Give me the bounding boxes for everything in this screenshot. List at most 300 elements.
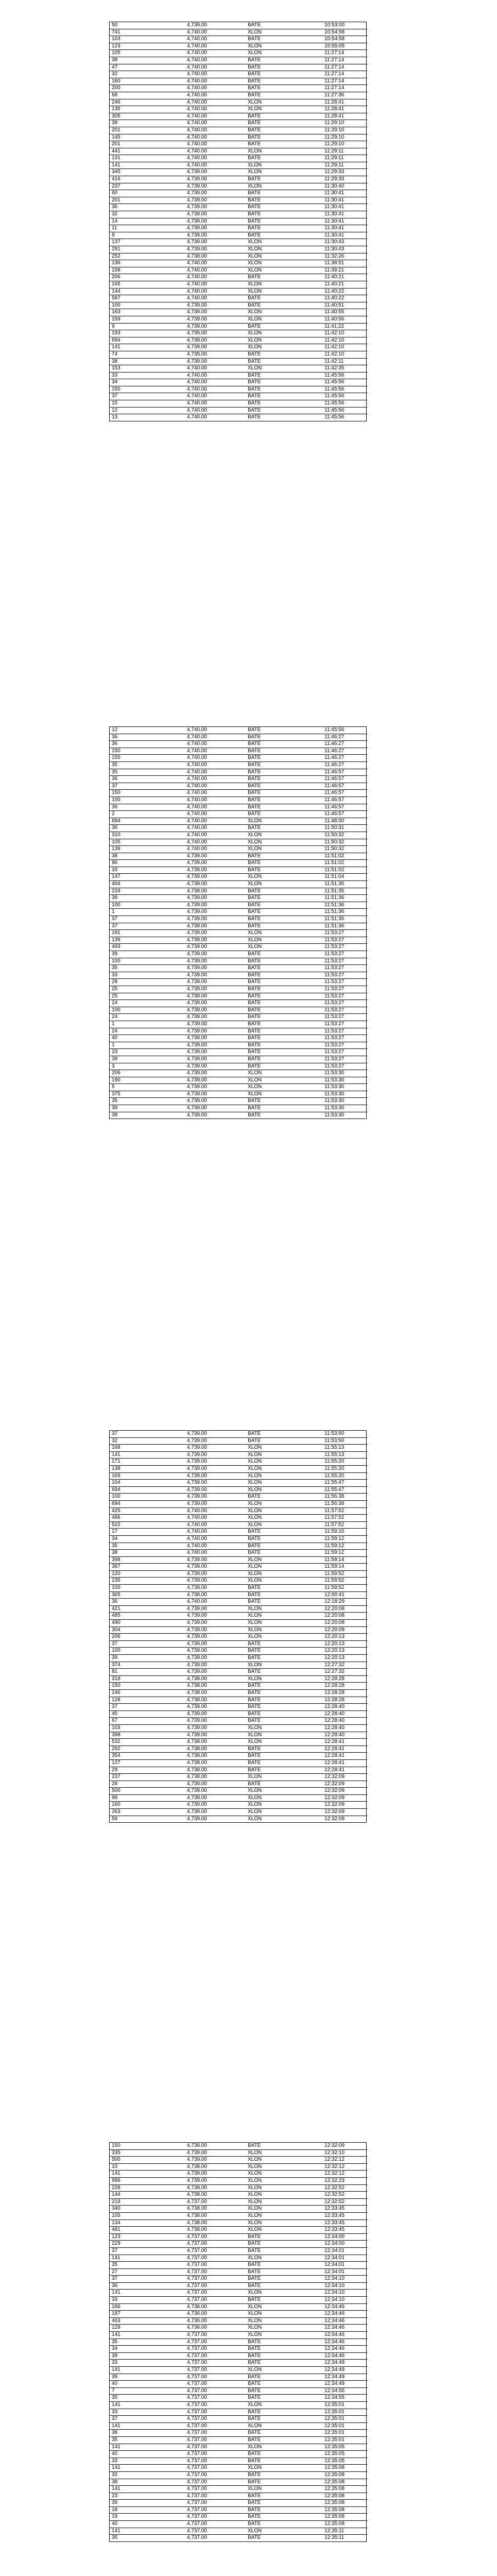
time-cell: 12:20:08 xyxy=(322,1620,367,1627)
price-cell: 4,737.00 xyxy=(185,2436,246,2444)
quantity-cell: 169 xyxy=(110,1472,185,1480)
venue-cell: BATE xyxy=(246,1599,322,1606)
venue-cell: BATE xyxy=(246,1431,322,1437)
price-cell: 4,740.00 xyxy=(185,365,246,372)
table-row xyxy=(110,106,367,113)
time-cell: 11:42:10 xyxy=(322,337,367,344)
table-row xyxy=(110,1794,367,1802)
venue-cell: BATE xyxy=(246,78,322,85)
time-cell: 11:53:27 xyxy=(322,1035,367,1042)
price-cell: 4,739.00 xyxy=(185,204,246,211)
table-row xyxy=(110,379,367,386)
quantity-cell: 1 xyxy=(110,1042,185,1049)
quantity-cell: 59 xyxy=(112,1816,118,1822)
price-cell: 4,739.00 xyxy=(185,239,246,246)
quantity-cell: 23 xyxy=(110,1049,185,1056)
time-cell: 11:29:33 xyxy=(322,169,367,176)
table-row xyxy=(110,92,367,99)
price-cell: 4,739.00 xyxy=(185,1014,246,1021)
venue-cell: XLON xyxy=(246,839,322,846)
venue-cell: BATE xyxy=(246,2436,322,2444)
price-cell: 4,736.00 xyxy=(185,2311,246,2318)
time-cell: 12:32:09 xyxy=(322,1809,367,1816)
price-cell: 4,739.00 xyxy=(185,1063,246,1070)
table-row xyxy=(110,881,367,888)
quantity-cell: 37 xyxy=(110,783,185,790)
quantity-cell: 218 xyxy=(110,2198,185,2206)
price-cell: 4,738.00 xyxy=(185,1767,246,1774)
venue-cell: BATE xyxy=(246,85,322,92)
quantity-cell: 32 xyxy=(110,1437,185,1445)
venue-cell: XLON xyxy=(246,344,322,351)
price-cell: 4,740.00 xyxy=(185,372,246,379)
table-row xyxy=(110,853,367,860)
time-cell: 12:35:08 xyxy=(322,2500,367,2507)
venue-cell: XLON xyxy=(246,1732,322,1739)
quantity-cell: 10 xyxy=(110,2163,185,2171)
venue-cell: BATE xyxy=(246,2297,322,2304)
venue-cell: XLON xyxy=(246,1564,322,1571)
venue-cell: XLON xyxy=(246,1480,322,1487)
price-cell: 4,740.00 xyxy=(185,260,246,267)
time-cell: 12:34:10 xyxy=(322,2282,367,2290)
table-row xyxy=(110,1543,367,1550)
venue-cell: XLON xyxy=(246,2367,322,2374)
table-row xyxy=(110,2206,367,2213)
price-cell: 4,737.00 xyxy=(185,2500,246,2507)
table-row xyxy=(110,225,367,232)
table-row xyxy=(110,1465,367,1472)
table-row xyxy=(110,2521,367,2528)
venue-cell: XLON xyxy=(246,99,322,106)
quantity-cell: 160 xyxy=(110,1802,185,1809)
table-row xyxy=(110,323,367,330)
quantity-cell: 37 xyxy=(110,916,185,923)
time-cell: 12:35:11 xyxy=(324,2535,345,2541)
table-row xyxy=(110,1035,367,1042)
time-cell: 12:20:09 xyxy=(322,1626,367,1634)
price-cell: 4,737.00 xyxy=(185,2521,246,2528)
table-row xyxy=(110,804,367,811)
quantity-cell: 587 xyxy=(110,295,185,302)
price-cell: 4,738.00 xyxy=(185,1753,246,1760)
price-cell: 4,740.00 xyxy=(185,832,246,839)
time-cell: 11:40:55 xyxy=(322,309,367,316)
time-cell: 11:42:10 xyxy=(322,351,367,358)
venue-cell: BATE xyxy=(246,2479,322,2486)
price-cell: 4,739.00 xyxy=(185,1472,246,1480)
table-row xyxy=(110,99,367,106)
time-cell: 11:59:10 xyxy=(322,1529,367,1536)
table-row xyxy=(110,2184,367,2192)
venue-cell: XLON xyxy=(246,1556,322,1564)
price-cell: 4,740.00 xyxy=(185,386,246,393)
table-row xyxy=(110,1431,367,1437)
quantity-cell: 9 xyxy=(110,323,185,330)
venue-cell: XLON xyxy=(246,2212,322,2219)
table-row xyxy=(110,1500,367,1507)
table-row xyxy=(110,2486,367,2493)
time-cell: 11:42:10 xyxy=(322,344,367,351)
quantity-cell: 246 xyxy=(110,1689,185,1697)
time-cell: 11:53:30 xyxy=(322,1070,367,1077)
table-row xyxy=(110,1451,367,1459)
price-cell: 4,739.00 xyxy=(185,867,246,874)
time-cell: 12:34:46 xyxy=(322,2338,367,2346)
venue-cell: BATE xyxy=(246,2451,322,2458)
table-row xyxy=(110,2514,367,2521)
price-cell: 4,736.00 xyxy=(185,2317,246,2325)
time-cell: 12:35:08 xyxy=(322,2471,367,2479)
table-row xyxy=(110,937,367,944)
time-cell: 11:55:13 xyxy=(322,1451,367,1459)
time-cell: 12:34:00 xyxy=(322,2241,367,2248)
table-row xyxy=(110,1620,367,1627)
quantity-cell: 365 xyxy=(110,1591,185,1599)
time-cell: 11:40:21 xyxy=(322,281,367,288)
venue-cell: BATE xyxy=(246,1007,322,1014)
venue-cell: XLON xyxy=(246,1724,322,1732)
venue-cell: BATE xyxy=(246,1718,322,1725)
venue-cell: XLON xyxy=(246,2528,322,2535)
quantity-cell: 100 xyxy=(110,902,185,909)
time-cell: 11:32:26 xyxy=(322,253,367,260)
quantity-cell: 141 xyxy=(110,2422,185,2430)
quantity-cell: 39 xyxy=(110,2374,185,2381)
time-cell: 12:34:10 xyxy=(322,2297,367,2304)
price-cell: 4,738.00 xyxy=(185,2184,246,2192)
price-cell: 4,739.00 xyxy=(185,1049,246,1056)
table-row xyxy=(110,2303,367,2311)
quantity-cell: 35 xyxy=(112,2535,118,2541)
price-cell: 4,739.00 xyxy=(185,986,246,993)
quantity-cell: 40 xyxy=(110,1035,185,1042)
venue-cell: BATE xyxy=(246,860,322,867)
time-cell: 11:53:27 xyxy=(322,1049,367,1056)
time-cell: 11:53:30 xyxy=(322,1098,367,1105)
venue-cell: XLON xyxy=(246,309,322,316)
time-cell: 11:29:11 xyxy=(322,162,367,169)
venue-cell: XLON xyxy=(246,1802,322,1809)
price-cell: 4,739.00 xyxy=(185,1585,246,1592)
table-row xyxy=(110,2352,367,2360)
quantity-cell: 39 xyxy=(110,1056,185,1063)
venue-cell: BATE xyxy=(246,811,322,818)
price-cell: 4,739.00 xyxy=(187,1112,207,1118)
price-cell: 4,737.00 xyxy=(185,2381,246,2388)
quantity-cell: 141 xyxy=(110,2401,185,2409)
venue-cell: XLON xyxy=(246,1465,322,1472)
venue-cell: XLON xyxy=(246,2192,322,2199)
time-cell: 11:45:56 xyxy=(322,386,367,393)
price-cell: 4,740.00 xyxy=(185,839,246,846)
venue-cell: BATE xyxy=(246,2338,322,2346)
table-row xyxy=(110,204,367,211)
quantity-cell: 34 xyxy=(110,379,185,386)
price-cell: 4,738.00 xyxy=(185,1774,246,1781)
time-cell: 11:53:27 xyxy=(322,958,367,965)
table-row xyxy=(110,2290,367,2297)
venue-cell: BATE xyxy=(246,379,322,386)
table-row xyxy=(110,1732,367,1739)
table-row xyxy=(110,22,367,29)
price-cell: 4,739.00 xyxy=(185,1781,246,1788)
venue-cell: BATE xyxy=(246,986,322,993)
price-cell: 4,739.00 xyxy=(185,1613,246,1620)
price-cell: 4,739.00 xyxy=(185,344,246,351)
price-cell: 4,737.00 xyxy=(185,2367,246,2374)
quantity-cell: 37 xyxy=(110,393,185,400)
price-cell: 4,740.00 xyxy=(185,57,246,64)
quantity-cell: 741 xyxy=(110,29,185,36)
quantity-cell: 35 xyxy=(110,2338,185,2346)
table-row xyxy=(110,386,367,393)
price-cell: 4,739.00 xyxy=(185,1105,246,1112)
venue-cell: BATE xyxy=(246,741,322,748)
venue-cell: BATE xyxy=(246,386,322,393)
price-cell: 4,739.00 xyxy=(185,923,246,930)
time-cell: 12:32:12 xyxy=(322,2163,367,2171)
price-cell: 4,739.00 xyxy=(185,1500,246,1507)
table-row xyxy=(110,755,367,762)
price-cell: 4,739.00 xyxy=(185,2157,246,2164)
table-row xyxy=(110,2143,367,2149)
time-cell: 11:40:56 xyxy=(322,316,367,323)
quantity-cell: 18 xyxy=(110,2506,185,2514)
price-cell: 4,738.00 xyxy=(185,2219,246,2227)
trade-table xyxy=(110,2143,367,2541)
quantity-cell: 24 xyxy=(110,1014,185,1021)
venue-cell: XLON xyxy=(246,281,322,288)
table-row xyxy=(110,895,367,902)
venue-cell: XLON xyxy=(246,330,322,337)
price-cell: 4,739.00 xyxy=(185,358,246,365)
price-cell: 4,740.00 xyxy=(185,85,246,92)
time-cell: 12:00:41 xyxy=(322,1591,367,1599)
quantity-cell: 367 xyxy=(110,1564,185,1571)
venue-cell: BATE xyxy=(246,225,322,232)
price-cell: 4,739.00 xyxy=(185,1788,246,1795)
table-row xyxy=(110,1070,367,1077)
price-cell: 4,739.00 xyxy=(185,309,246,316)
time-cell: 11:53:27 xyxy=(322,1063,367,1070)
venue-cell: XLON xyxy=(246,50,322,57)
table-row xyxy=(110,761,367,769)
time-cell: 11:40:21 xyxy=(322,274,367,281)
venue-cell: XLON xyxy=(248,1816,262,1822)
quantity-cell: 36 xyxy=(110,204,185,211)
time-cell: 11:39:21 xyxy=(322,267,367,274)
table-row xyxy=(110,302,367,309)
quantity-cell: 24 xyxy=(110,1000,185,1007)
time-cell: 12:35:01 xyxy=(322,2430,367,2437)
table-row xyxy=(110,2528,367,2535)
quantity-cell: 17 xyxy=(110,1529,185,1536)
quantity-cell: 398 xyxy=(110,1732,185,1739)
price-cell: 4,739.00 xyxy=(185,909,246,916)
time-cell: 11:51:36 xyxy=(322,909,367,916)
venue-cell: XLON xyxy=(246,183,322,190)
time-cell: 12:20:08 xyxy=(322,1613,367,1620)
venue-cell: XLON xyxy=(246,1794,322,1802)
time-cell: 12:34:49 xyxy=(322,2360,367,2367)
table-row xyxy=(110,2297,367,2304)
time-cell: 12:20:13 xyxy=(322,1655,367,1662)
price-cell: 4,738.00 xyxy=(185,2192,246,2199)
table-row xyxy=(110,197,367,204)
price-cell: 4,739.00 xyxy=(185,1035,246,1042)
venue-cell: BATE xyxy=(246,804,322,811)
quantity-cell: 150 xyxy=(110,790,185,797)
price-cell: 4,739.00 xyxy=(185,1494,246,1501)
table-row xyxy=(110,1535,367,1543)
quantity-cell: 237 xyxy=(110,1774,185,1781)
venue-cell: BATE xyxy=(246,197,322,204)
time-cell: 12:35:05 xyxy=(322,2451,367,2458)
price-cell: 4,739.00 xyxy=(185,1084,246,1091)
quantity-cell: 532 xyxy=(110,1739,185,1746)
price-cell: 4,739.00 xyxy=(187,1816,207,1822)
table-row xyxy=(110,2247,367,2255)
table-row xyxy=(110,1759,367,1767)
quantity-cell: 32 xyxy=(110,2471,185,2479)
venue-cell: BATE xyxy=(246,1697,322,1704)
quantity-cell: 233 xyxy=(110,888,185,895)
time-cell: 11:53:27 xyxy=(322,979,367,986)
price-cell: 4,739.00 xyxy=(185,1007,246,1014)
quantity-cell: 39 xyxy=(110,2500,185,2507)
table-row xyxy=(110,232,367,239)
time-cell: 11:27:36 xyxy=(322,92,367,99)
venue-cell: BATE xyxy=(246,2387,322,2395)
time-cell: 11:59:12 xyxy=(322,1543,367,1550)
venue-cell: BATE xyxy=(246,22,322,29)
time-cell: 11:30:40 xyxy=(322,183,367,190)
table-row xyxy=(110,1774,367,1781)
quantity-cell: 206 xyxy=(110,1634,185,1641)
quantity-cell: 153 xyxy=(110,365,185,372)
quantity-cell: 100 xyxy=(110,1648,185,1655)
time-cell: 11:40:22 xyxy=(322,288,367,295)
table-row xyxy=(110,1585,367,1592)
time-cell: 11:53:27 xyxy=(322,1042,367,1049)
quantity-cell: 128 xyxy=(110,1697,185,1704)
table-row xyxy=(110,2171,367,2178)
time-cell: 12:34:01 xyxy=(322,2262,367,2269)
table-row xyxy=(110,1809,367,1816)
time-cell: 12:35:01 xyxy=(322,2436,367,2444)
table-row xyxy=(110,2262,367,2269)
price-cell: 4,739.00 xyxy=(185,1028,246,1035)
table-row xyxy=(110,1486,367,1494)
quantity-cell: 38 xyxy=(110,853,185,860)
price-cell: 4,740.00 xyxy=(185,36,246,43)
table-row xyxy=(110,1591,367,1599)
price-cell: 4,740.00 xyxy=(185,1529,246,1536)
time-cell: 11:51:35 xyxy=(322,881,367,888)
time-cell: 12:35:01 xyxy=(322,2422,367,2430)
price-cell: 4,740.00 xyxy=(185,113,246,120)
venue-cell: XLON xyxy=(246,1084,322,1091)
venue-cell: XLON xyxy=(246,2171,322,2178)
quantity-cell: 150 xyxy=(110,386,185,393)
table-row xyxy=(110,2395,367,2402)
time-cell: 11:50:32 xyxy=(322,846,367,853)
table-row xyxy=(110,2227,367,2234)
venue-cell: XLON xyxy=(246,1515,322,1522)
venue-cell: BATE xyxy=(246,155,322,162)
trade-table-block-1 xyxy=(109,22,367,421)
quantity-cell: 190 xyxy=(110,1077,185,1084)
quantity-cell: 36 xyxy=(110,1599,185,1606)
time-cell: 11:53:30 xyxy=(324,1112,345,1118)
time-cell: 11:57:52 xyxy=(322,1515,367,1522)
time-cell: 12:28:41 xyxy=(322,1759,367,1767)
time-cell: 11:38:51 xyxy=(322,260,367,267)
quantity-cell: 27 xyxy=(110,2268,185,2276)
table-row xyxy=(110,2444,367,2451)
table-row xyxy=(110,986,367,993)
venue-cell: XLON xyxy=(246,1570,322,1578)
table-row xyxy=(110,351,367,358)
price-cell: 4,738.00 xyxy=(185,2206,246,2213)
table-row xyxy=(110,141,367,148)
price-cell: 4,739.00 xyxy=(185,323,246,330)
table-row xyxy=(110,162,367,169)
price-cell: 4,739.00 xyxy=(185,2177,246,2184)
venue-cell: BATE xyxy=(246,2352,322,2360)
quantity-cell: 486 xyxy=(110,1515,185,1522)
quantity-cell: 38 xyxy=(112,1112,118,1118)
quantity-cell: 24 xyxy=(110,1028,185,1035)
table-row xyxy=(110,790,367,797)
venue-cell: BATE xyxy=(246,895,322,902)
time-cell: 12:32:09 xyxy=(322,1781,367,1788)
price-cell: 4,738.00 xyxy=(185,1739,246,1746)
quantity-cell: 37 xyxy=(110,2416,185,2423)
table-row xyxy=(110,78,367,85)
quantity-cell: 37 xyxy=(110,2276,185,2283)
table-row xyxy=(110,2212,367,2219)
venue-cell: BATE xyxy=(246,2143,322,2149)
price-cell: 4,740.00 xyxy=(185,776,246,783)
venue-cell: BATE xyxy=(246,951,322,958)
quantity-cell: 35 xyxy=(110,965,185,972)
table-row xyxy=(110,951,367,958)
time-cell: 12:28:28 xyxy=(322,1697,367,1704)
venue-cell: BATE xyxy=(246,190,322,197)
table-row xyxy=(110,2465,367,2472)
table-row xyxy=(110,1816,367,1822)
venue-cell: XLON xyxy=(246,43,322,50)
time-cell: 11:53:27 xyxy=(322,986,367,993)
price-cell: 4,740.00 xyxy=(185,727,246,734)
price-cell: 4,739.00 xyxy=(185,972,246,979)
price-cell: 4,740.00 xyxy=(185,818,246,825)
venue-cell: BATE xyxy=(246,1648,322,1655)
time-cell: 12:35:08 xyxy=(322,2486,367,2493)
price-cell: 4,740.00 xyxy=(185,295,246,302)
table-row xyxy=(110,155,367,162)
time-cell: 12:32:09 xyxy=(322,2143,367,2149)
time-cell: 12:28:40 xyxy=(322,1718,367,1725)
quantity-cell: 201 xyxy=(110,141,185,148)
price-cell: 4,737.00 xyxy=(185,2493,246,2500)
price-cell: 4,739.00 xyxy=(185,1578,246,1585)
quantity-cell: 138 xyxy=(110,1465,185,1472)
price-cell: 4,739.00 xyxy=(185,1091,246,1098)
venue-cell: XLON xyxy=(246,1459,322,1466)
